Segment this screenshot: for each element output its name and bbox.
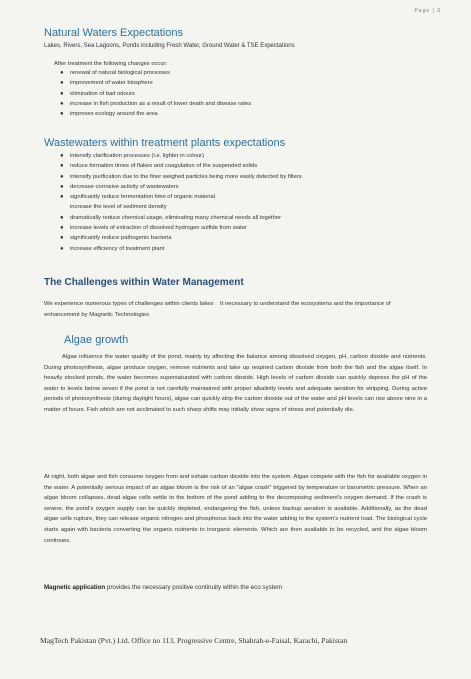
list-item: ● dramatically reduce chemical usage, eliminating many chemical needs all together [60, 214, 282, 221]
natural-waters-list [60, 68, 251, 119]
wastewater-list [60, 151, 302, 254]
challenges-text: We experience numerous types of challenges within clients lakes It necessary to understand the ecosystems and the importance of enhancement by Magnetic Technologies [44, 301, 393, 318]
list-item: ● elimination of bad odours [60, 90, 135, 97]
list-item: ● significantly reduce pathogenic bacteria [60, 235, 172, 242]
list-item: ● intensify purification due to the finer weighed particles being more easily detected by filters [60, 173, 302, 180]
footer-address: MagTech Pakistan (Pvt.) Ltd. Office no 113, Progressive Centre, Shahrah-e-Faisal, Karachi, Pakistan [40, 636, 348, 645]
list-item: ● significantly reduce fermentation time of organic material [60, 194, 215, 201]
magnetic-application-line: Magnetic application provides the necessary positive continuity within the eco system [44, 584, 282, 591]
algae-paragraph-2: At night, both algae and fish consume oxygen from and exhale carbon dioxide into the system. Algae compete with the fish for available oxygen in the water. A potentially serious impact of an algae bloom is the risk of an "algae crash" triggered by temperature or barometric pressure. When an algae bloom collapses, dead algae cells settle to the bottom of the pond adding to the decomposing sediment's oxygen demand. If the crash is severe, the pond's oxygen supply can be quickly depleted, endangering the fish, unless backup aeration is available. Additionally, as the dead algae cells rupture, they can release organic nitrogen and phosphorus back into the water adding to the system's nutrient load. The biological cycle starts again with bacteria converting the organic nutrients to inorganic elements. Which are then available to be recycled, and the algae bloom continues. [44, 474, 427, 544]
wastewater-title: Wastewaters within treatment plants expectations [44, 137, 286, 149]
list-item: ● reduce formation times of flakes and coagulation of the suspended solids [60, 163, 258, 170]
natural-waters-intro: After treatment the following changes occur: [54, 61, 168, 67]
page-number: Page | 3 [414, 8, 441, 14]
list-item: ● improvement of water biosphere [60, 80, 153, 87]
list-item: ● intensify clarification processes (i.e. lighter in colour) [60, 153, 205, 159]
list-item: ● increase levels of extraction of dissolved hydrogen sulfide from water [60, 225, 247, 232]
challenges-title: The Challenges within Water Management [44, 277, 244, 288]
algae-title: Algae growth [64, 334, 129, 346]
magnetic-application-bold: Magnetic application [44, 584, 106, 591]
algae-paragraph-1: Algae influence the water quality of the pond, mainly by affecting the balance among dissolved oxygen, pH, carbon dioxide and nutrients. During photosynthesis, algae produce oxygen, remove nutrients and take up respired carbon dioxide from both the fish and the algae itself. In heavily stocked ponds, the water becomes supersaturated with carbon dioxide. High levels of carbon dioxide can quickly depress the pH of the water to levels below seven if the pond is not carefully maintained with proper alkalinity levels and adequate aeration for stripping. During active periods of photosynthesis (during daylight hours), algae can quickly strip the carbon dioxide out of the water and pH levels can rise above nine in a matter of hours. Fish which are not acclimated to such sharp shifts may initially show signs of stress and potentially die. [44, 354, 427, 413]
natural-waters-subtitle: Lakes, Rivers, Sea Lagoons, Ponds including Fresh Water, Ground Water & TSE Expectations [44, 43, 295, 49]
list-item: increase the level of sediment density [70, 204, 167, 211]
list-item: ● renewal of natural biological processes [60, 70, 170, 76]
list-item: ● decrease corrosive activity of wastewaters [60, 183, 179, 190]
list-item: ● increase efficiency of treatment plant [60, 245, 165, 252]
natural-waters-title: Natural Waters Expectations [44, 27, 183, 39]
list-item: ● improves ecology around the area [60, 111, 158, 118]
list-item: ● increase in fish production as a result of lower death and disease rates [60, 100, 252, 107]
